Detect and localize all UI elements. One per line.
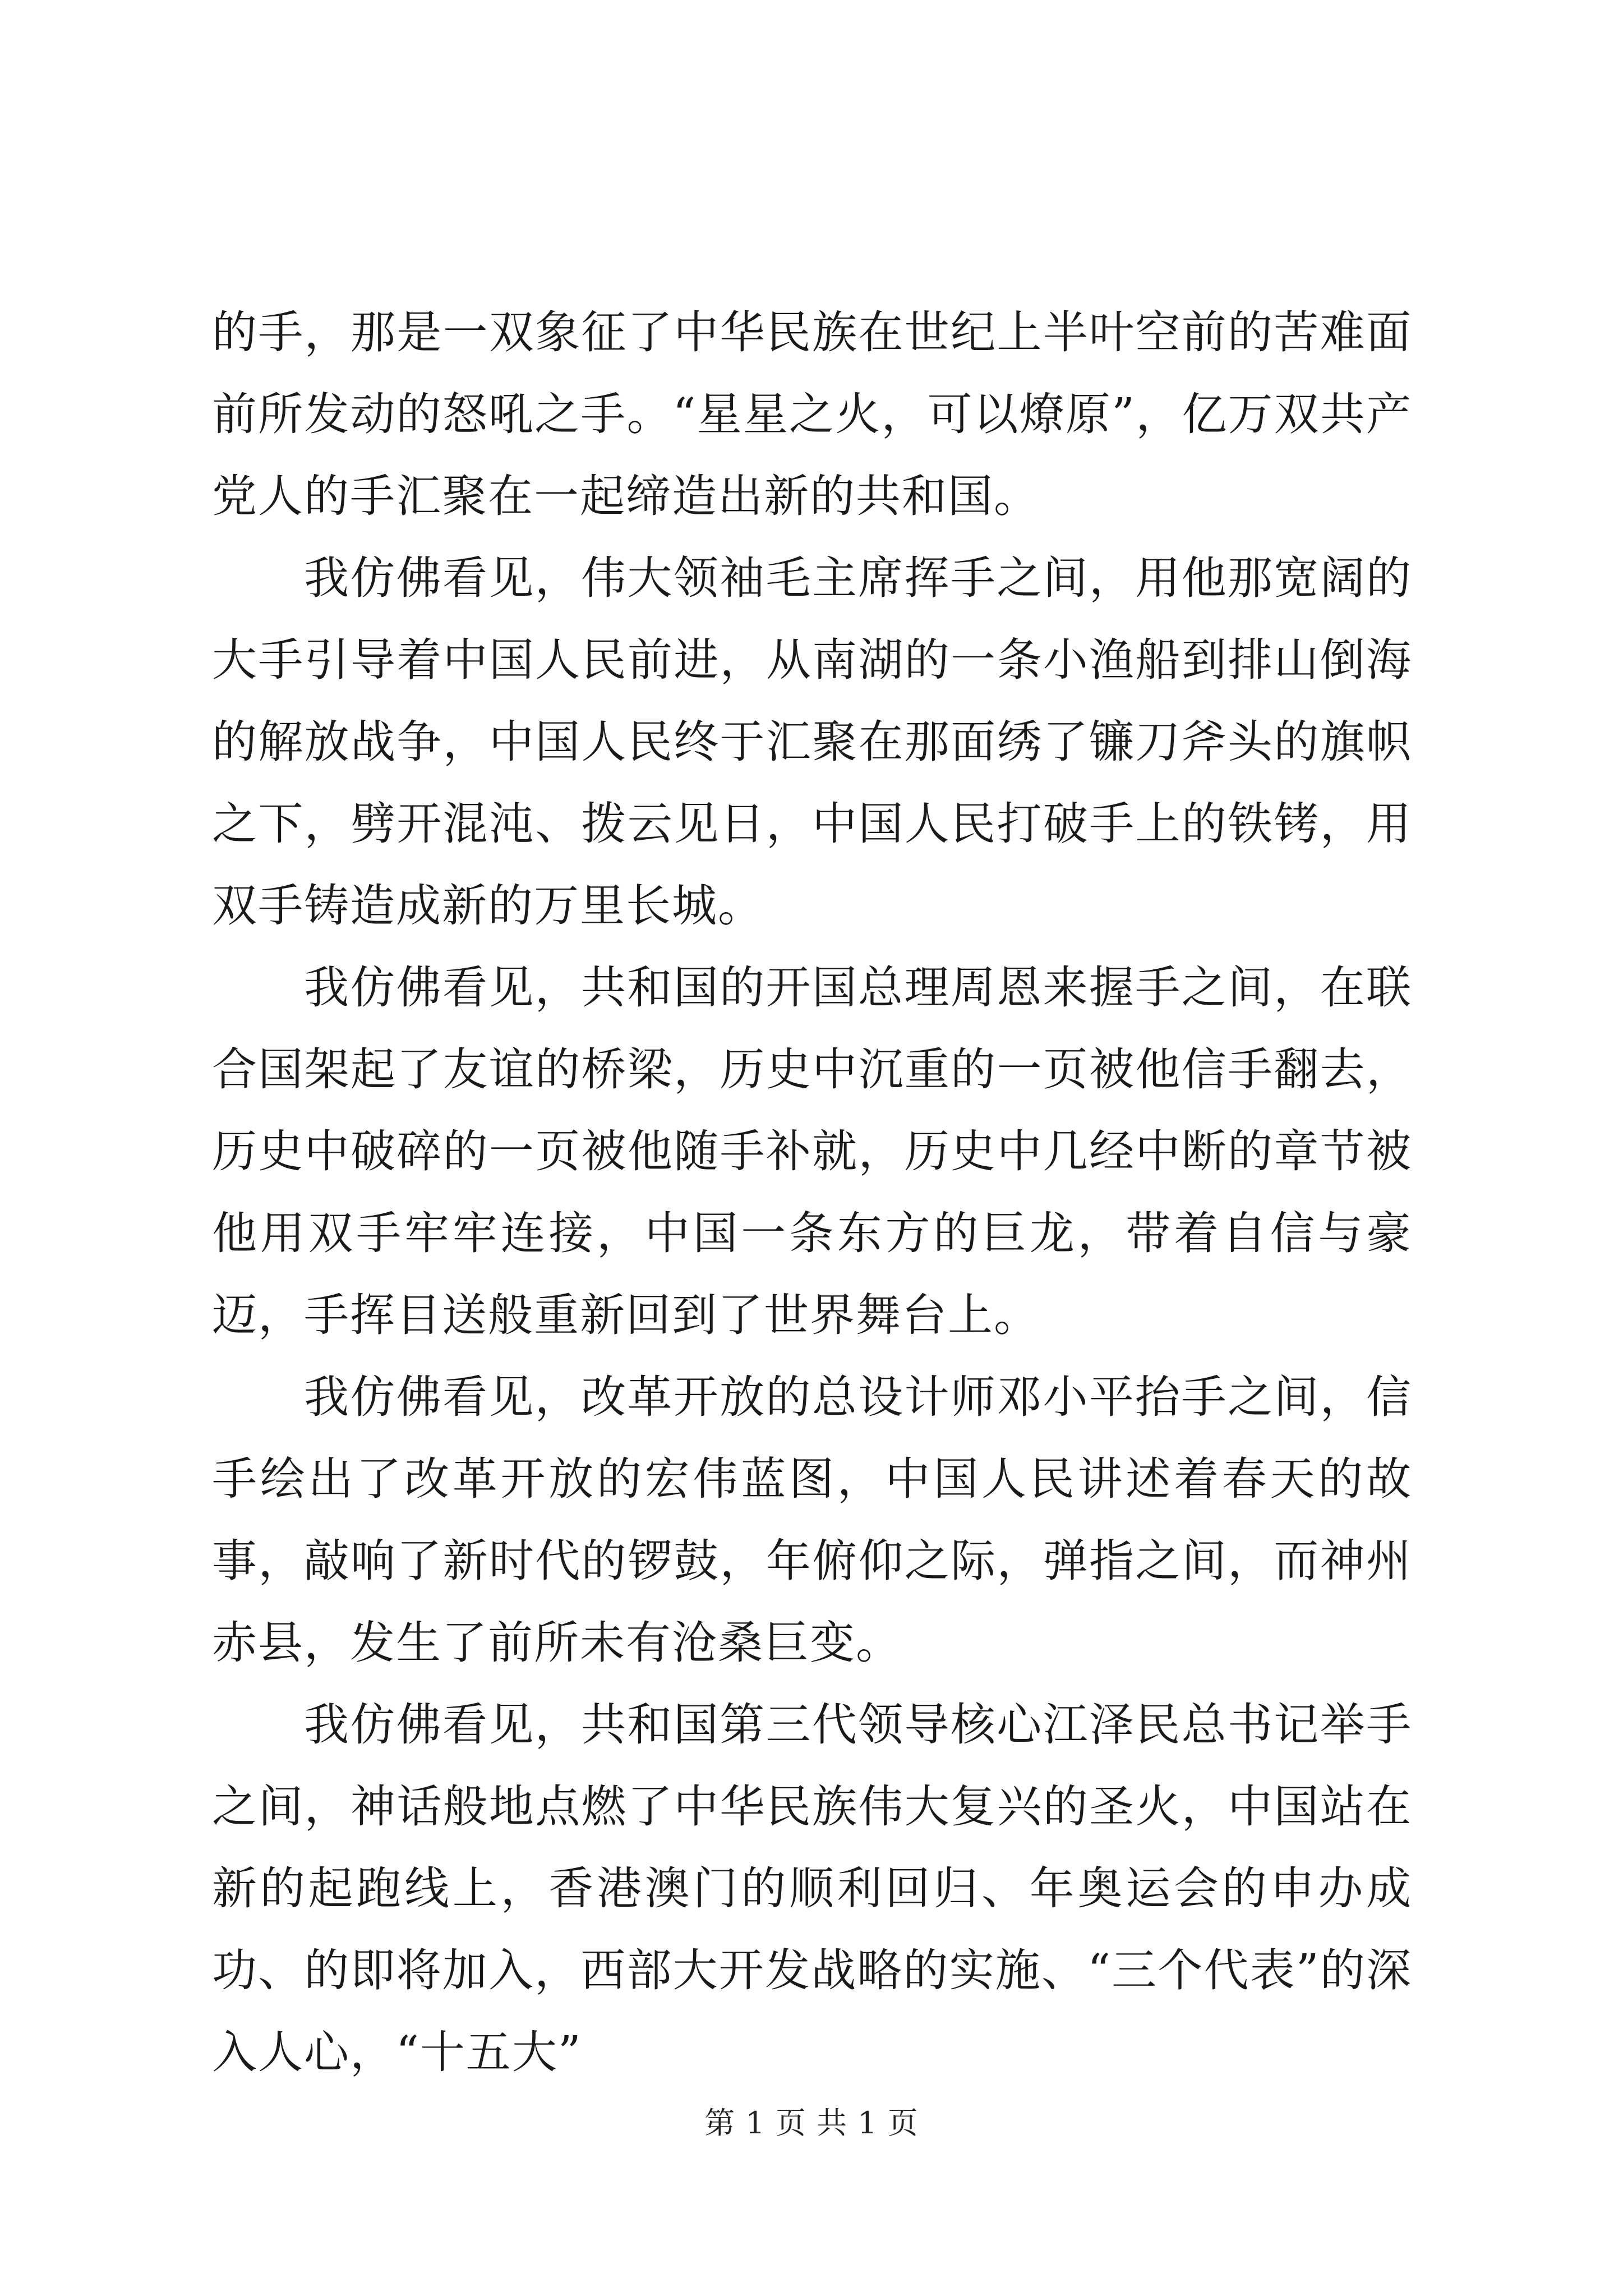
paragraph-5: 我仿佛看见，共和国第三代领导核心江泽民总书记举手之间，神话般地点燃了中华民族伟大复兴的圣火，中国站在新的起跑线上，香港澳门的顺利回归、年奥运会的申办成功、的即将加入，西部大开发战略的实施、“三个代表”的深入人心，“十五大” (212, 1699, 1412, 2078)
document-body (212, 292, 1412, 2093)
paragraph-3: 我仿佛看见，共和国的开国总理周恩来握手之间，在联合国架起了友谊的桥梁，历史中沉重的一页被他信手翻去，历史中破碎的一页被他随手补就，历史中几经中断的章节被他用双手牢牢连接，中国一条东方的巨龙，带着自信与豪迈，手挥目送般重新回到了世界舞台上。 (212, 961, 1412, 1341)
paragraph-2: 我仿佛看见，伟大领袖毛主席挥手之间，用他那宽阔的大手引导着中国人民前进，从南湖的一条小渔船到排山倒海的解放战争，中国人民终于汇聚在那面绣了镰刀斧头的旗帜之下，劈开混沌、拨云见日，中国人民打破手上的铁铐，用双手铸造成新的万里长城。 (212, 552, 1412, 932)
page-footer: 第 1 页 共 1 页 (704, 2105, 919, 2141)
paragraph-1: 的手，那是一双象征了中华民族在世纪上半叶空前的苦难面前所发动的怒吼之手。“星星之火，可以燎原”，亿万双共产党人的手汇聚在一起缔造出新的共和国。 (212, 306, 1412, 522)
paragraph-4: 我仿佛看见，改革开放的总设计师邓小平抬手之间，信手绘出了改革开放的宏伟蓝图，中国人民讲述着春天的故事，敲响了新时代的锣鼓，年俯仰之际，弹指之间，而神州赤县，发生了前所未有沧桑巨变。 (212, 1371, 1412, 1669)
